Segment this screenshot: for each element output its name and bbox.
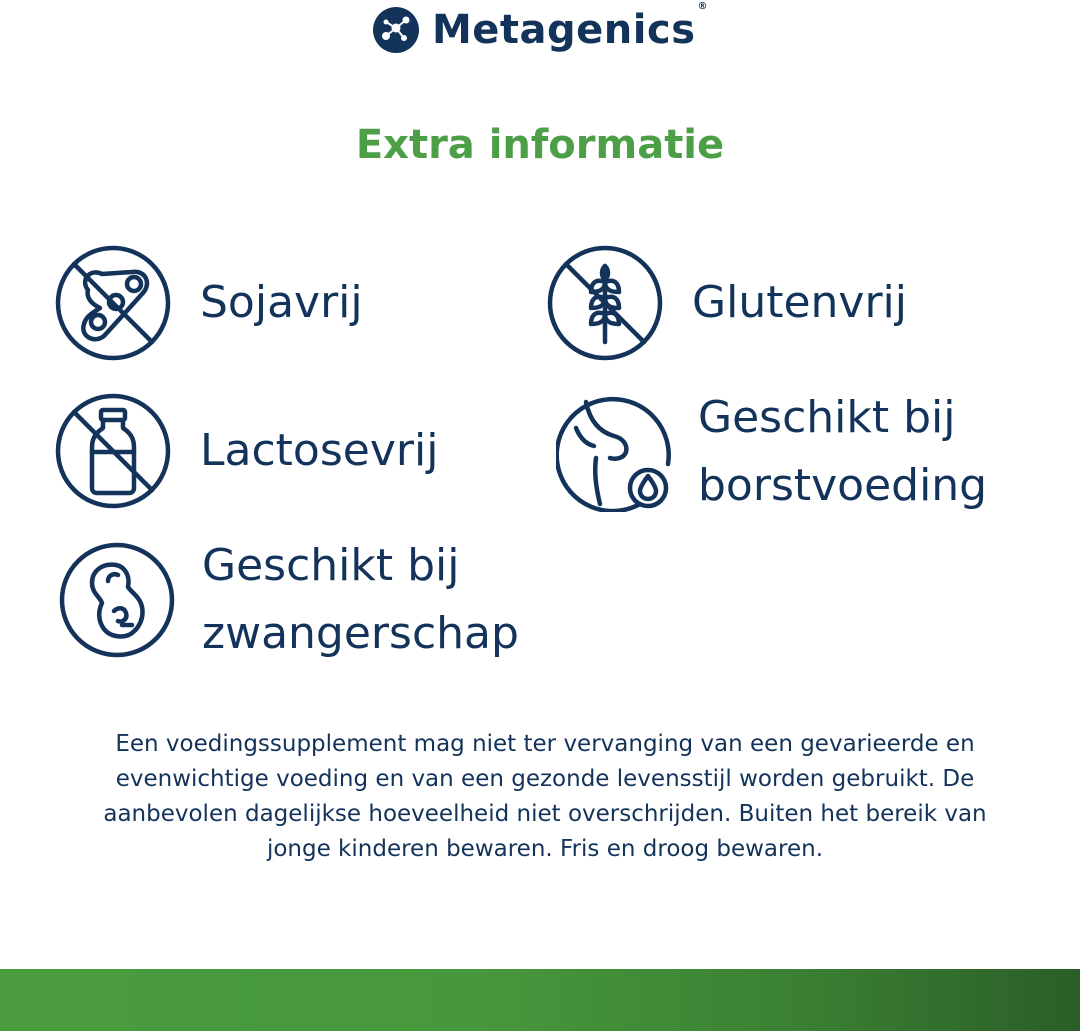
feature-label xyxy=(698,384,987,520)
disclaimer-line: Een voedingssupplement mag niet ter vervanging van een gevarieerde en xyxy=(115,731,975,757)
feature-label-line: Lactosevrij xyxy=(200,425,439,476)
feature-label xyxy=(692,269,907,337)
molecule-logo-icon xyxy=(372,6,420,54)
footer-bar xyxy=(0,969,1080,1031)
feature-label-line: Geschikt bij xyxy=(202,540,460,591)
registered-mark: ® xyxy=(697,1,708,12)
feature-pregnancy xyxy=(58,532,519,668)
gluten-free-icon xyxy=(546,244,664,362)
soy-free-icon xyxy=(54,244,172,362)
disclaimer-line: aanbevolen dagelijkse hoeveelheid niet overschrijden. Buiten het bereik van xyxy=(103,801,987,827)
feature-lactose-free xyxy=(54,392,438,510)
feature-label xyxy=(200,417,438,485)
feature-label-line: Glutenvrij xyxy=(692,277,907,328)
pregnancy-icon xyxy=(58,541,176,659)
feature-label xyxy=(202,532,519,668)
section-title: Extra informatie xyxy=(355,122,725,168)
feature-label-line: borstvoeding xyxy=(698,460,988,511)
disclaimer-text xyxy=(80,727,1010,867)
feature-label xyxy=(200,269,363,337)
brand-logo xyxy=(0,1,1080,54)
brand-name: Metagenics® xyxy=(431,1,708,53)
feature-gluten-free xyxy=(546,244,907,362)
disclaimer-line: jonge kinderen bewaren. Fris en droog bewaren. xyxy=(266,836,824,862)
feature-label-line: Geschikt bij xyxy=(698,392,956,443)
feature-label-line: Sojavrij xyxy=(200,277,363,328)
lactose-free-icon xyxy=(54,392,172,510)
feature-soy-free xyxy=(54,244,363,362)
breastfeeding-icon xyxy=(556,392,676,512)
feature-label-line: zwangerschap xyxy=(202,608,519,659)
feature-breastfeeding xyxy=(556,384,987,520)
disclaimer-line: evenwichtige voeding en van een gezonde levensstijl worden gebruikt. De xyxy=(115,766,975,792)
